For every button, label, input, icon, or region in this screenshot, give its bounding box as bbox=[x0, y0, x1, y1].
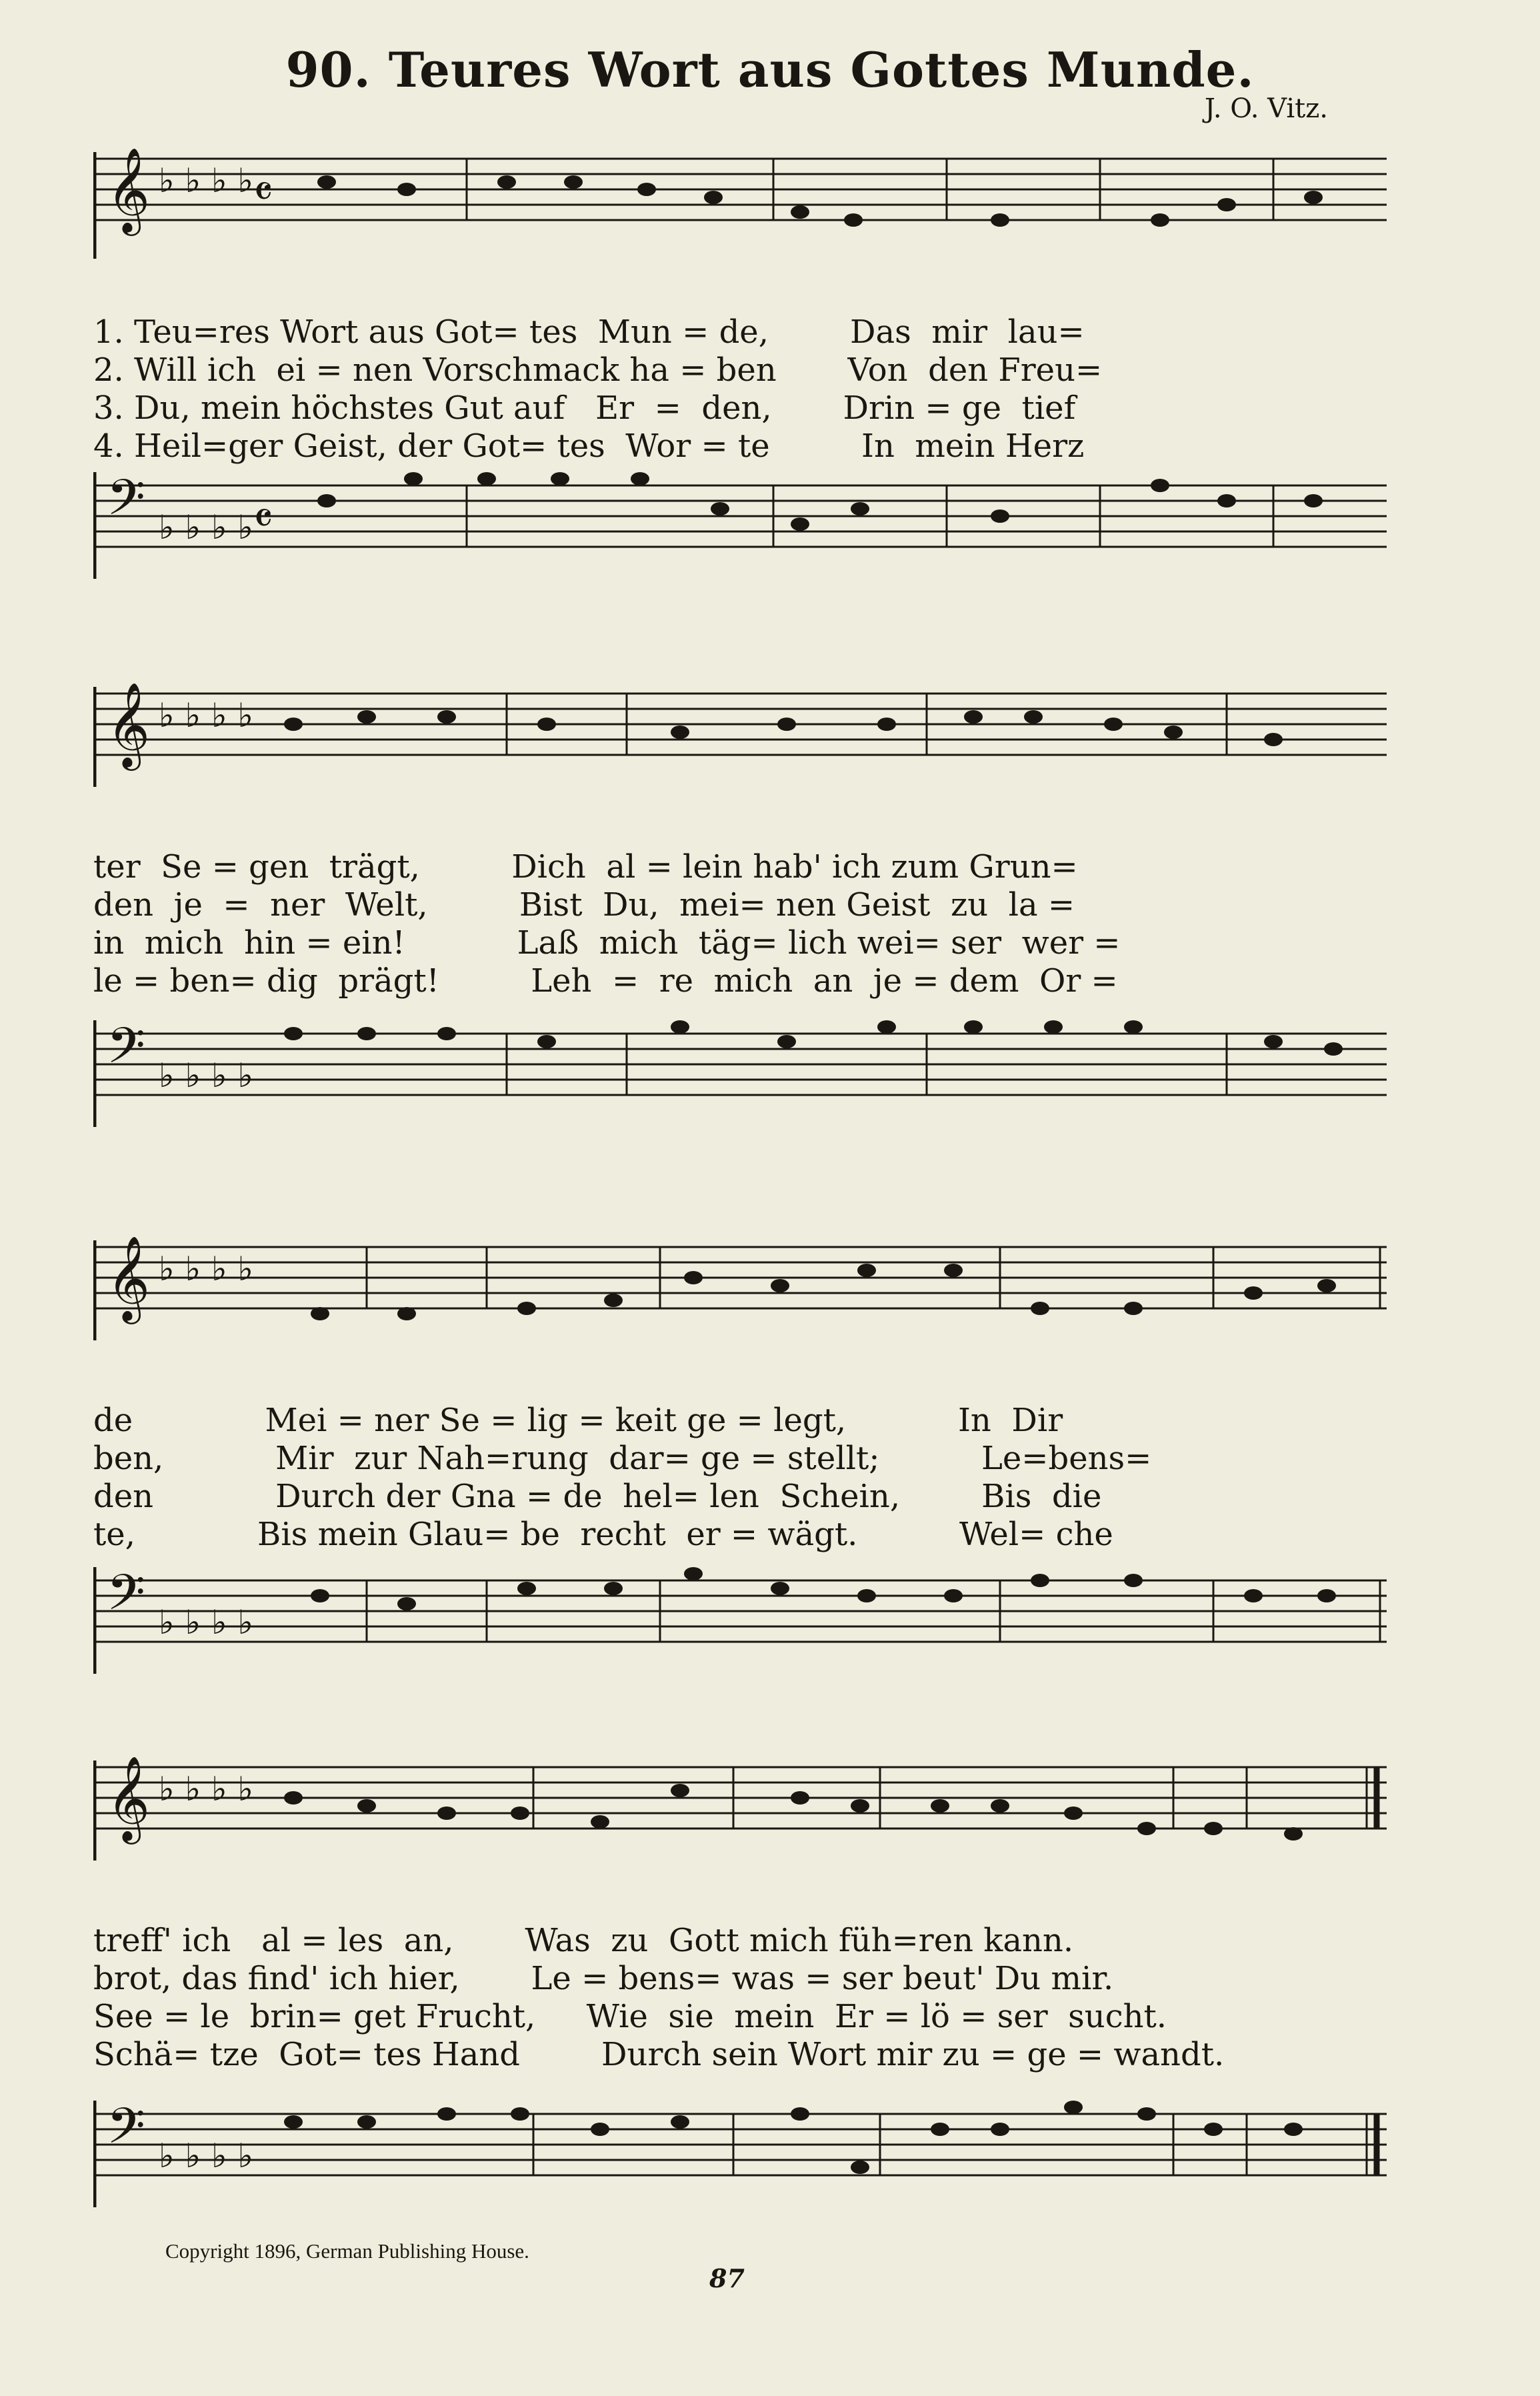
music-system-2 bbox=[93, 674, 1387, 1154]
lyric-verse-1: ter Se = gen trägt, Dich al = lein hab' ich zum Grun= bbox=[93, 848, 1078, 886]
treble-staff-4 bbox=[93, 1747, 1387, 1861]
page-number: 87 bbox=[709, 2263, 745, 2293]
lyric-verse-4: Schä= tze Got= tes Hand Durch sein Wort mir zu = ge = wandt. bbox=[93, 2036, 1225, 2073]
svg-text:𝄞: 𝄞 bbox=[107, 147, 151, 232]
svg-text:♭ ♭ ♭ ♭: ♭ ♭ ♭ ♭ bbox=[159, 1603, 254, 1642]
lyric-verse-4: 4. Heil=ger Geist, der Got= tes Wor = te In mein Herz bbox=[93, 427, 1085, 465]
svg-text:𝄞: 𝄞 bbox=[107, 1755, 151, 1841]
treble-staff-1 bbox=[93, 145, 1387, 259]
lyrics-block-2 bbox=[93, 848, 1387, 1000]
svg-text:♭ ♭ ♭ ♭: ♭ ♭ ♭ ♭ bbox=[159, 508, 254, 547]
hymn-number: 90. bbox=[285, 41, 371, 98]
music-system-1 bbox=[93, 145, 1387, 606]
treble-staff-3 bbox=[93, 1227, 1387, 1340]
treble-staff-2 bbox=[93, 674, 1387, 787]
bass-staff-2 bbox=[93, 1014, 1387, 1154]
lyric-verse-1: 1. Teu=res Wort aus Got= tes Mun = de, Das mir lau= bbox=[93, 313, 1085, 351]
svg-text:𝄞: 𝄞 bbox=[107, 682, 151, 767]
lyric-verse-2: 2. Will ich ei = nen Vorschmack ha = ben Von den Freu= bbox=[93, 351, 1103, 389]
copyright-notice: Copyright 1896, German Publishing House. bbox=[165, 2239, 529, 2263]
lyrics-block-4 bbox=[93, 1922, 1387, 2074]
svg-text:♭ ♭ ♭ ♭: ♭ ♭ ♭ ♭ bbox=[159, 696, 254, 735]
lyric-verse-3: See = le brin= get Frucht, Wie sie mein Er = lö = ser sucht. bbox=[93, 1998, 1167, 2035]
svg-text:𝄢: 𝄢 bbox=[107, 472, 145, 539]
composer: J. O. Vitz. bbox=[1204, 93, 1328, 124]
svg-text:𝄢: 𝄢 bbox=[107, 1564, 145, 1634]
svg-text:𝄴: 𝄴 bbox=[253, 166, 273, 217]
lyric-verse-1: de Mei = ner Se = lig = keit ge = legt, In Dir bbox=[93, 1402, 1063, 1439]
lyrics-block-3 bbox=[93, 1402, 1387, 1554]
bass-staff-3 bbox=[93, 1560, 1387, 1694]
svg-text:♭ ♭ ♭ ♭: ♭ ♭ ♭ ♭ bbox=[159, 1770, 254, 1809]
lyric-verse-4: te, Bis mein Glau= be recht er = wägt. Wel= che bbox=[93, 1516, 1113, 1553]
bass-staff-1 bbox=[93, 472, 1387, 606]
hymn-title bbox=[0, 41, 1540, 98]
lyric-verse-1: treff' ich al = les an, Was zu Gott mich füh=ren kann. bbox=[93, 1922, 1074, 1959]
lyric-verse-3: in mich hin = ein! Laß mich täg= lich wei= ser wer = bbox=[93, 924, 1121, 962]
lyrics-block-1 bbox=[93, 313, 1387, 465]
bass-staff-4 bbox=[93, 2094, 1387, 2234]
lyric-verse-4: le = ben= dig prägt! Leh = re mich an je = dem Or = bbox=[93, 962, 1118, 1000]
lyric-verse-2: ben, Mir zur Nah=rung dar= ge = stellt; Le=bens= bbox=[93, 1440, 1152, 1477]
svg-text:♭ ♭ ♭ ♭: ♭ ♭ ♭ ♭ bbox=[159, 1056, 254, 1095]
lyric-verse-3: 3. Du, mein höchstes Gut auf Er = den, Drin = ge tief bbox=[93, 389, 1076, 427]
music-system-4 bbox=[93, 1747, 1387, 2234]
lyric-verse-2: brot, das find' ich hier, Le = bens= was = ser beut' Du mir. bbox=[93, 1960, 1114, 1997]
svg-text:𝄢: 𝄢 bbox=[107, 2097, 145, 2167]
svg-text:♭ ♭ ♭ ♭: ♭ ♭ ♭ ♭ bbox=[159, 2137, 254, 2175]
svg-text:𝄢: 𝄢 bbox=[107, 1017, 145, 1087]
svg-text:𝄞: 𝄞 bbox=[107, 1235, 151, 1320]
lyric-verse-2: den je = ner Welt, Bist Du, mei= nen Geist zu la = bbox=[93, 886, 1075, 924]
music-system-3 bbox=[93, 1227, 1387, 1694]
svg-text:♭ ♭ ♭ ♭: ♭ ♭ ♭ ♭ bbox=[159, 1250, 254, 1288]
svg-text:♭ ♭ ♭ ♭: ♭ ♭ ♭ ♭ bbox=[159, 161, 254, 200]
lyric-verse-3: den Durch der Gna = de hel= len Schein, Bis die bbox=[93, 1478, 1102, 1515]
hymn-title-text: Teures Wort aus Gottes Munde. bbox=[388, 41, 1255, 98]
svg-text:𝄴: 𝄴 bbox=[253, 493, 273, 544]
